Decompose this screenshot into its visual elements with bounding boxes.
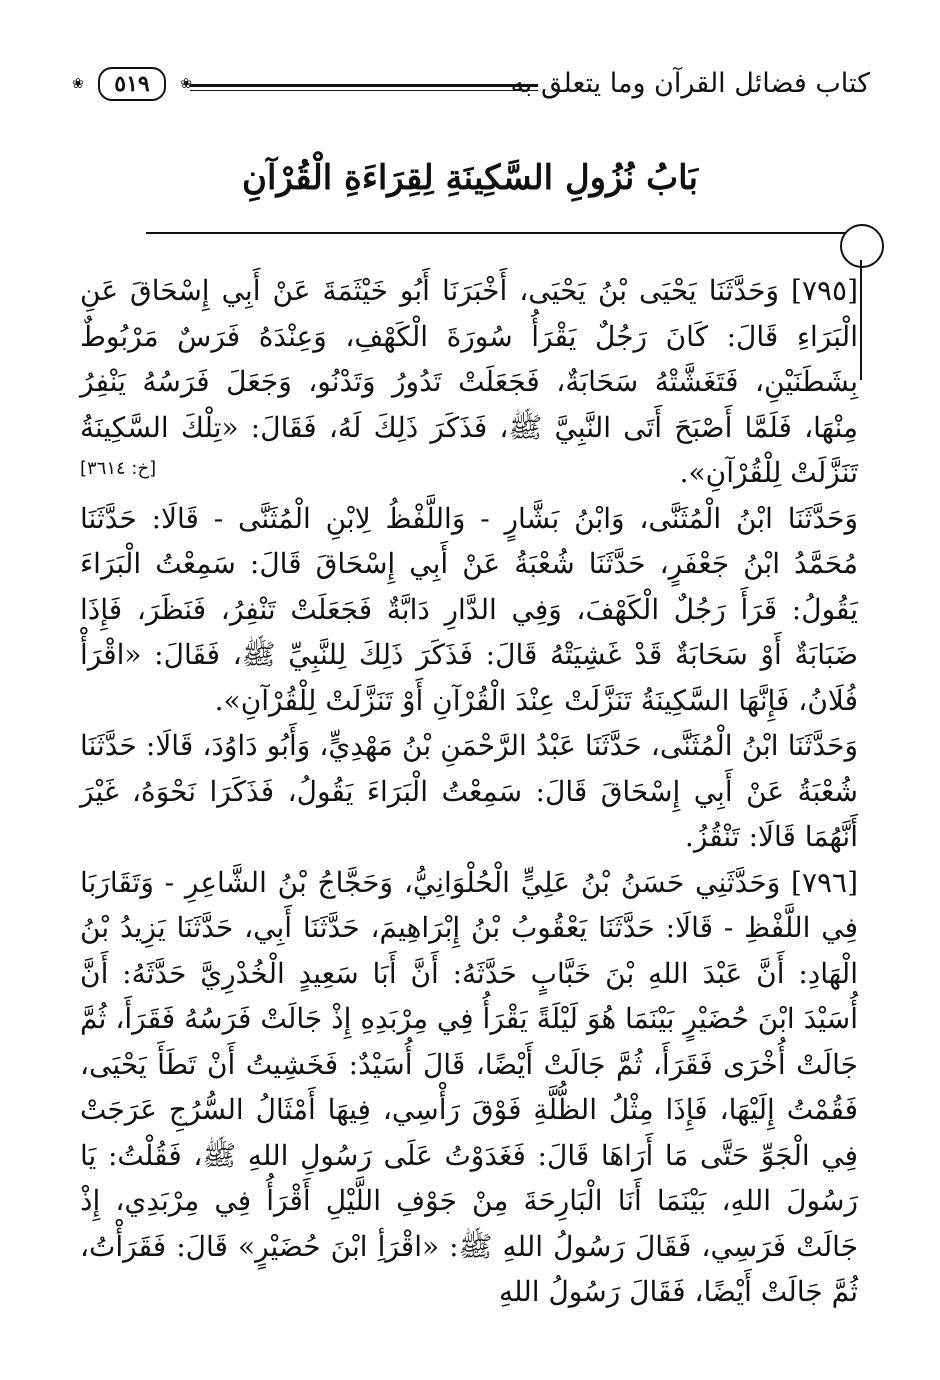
- ornament-icon: ❀: [180, 76, 192, 92]
- page-number: ٥١٩: [98, 67, 165, 101]
- reference-note: [خ: ٣٦١٤]: [80, 457, 157, 479]
- frame-line: [860, 260, 862, 380]
- hadith-795-chain-2: وَحَدَّثَنَا ابْنُ الْمُثَنَّى، وَابْنُ بَشَّارٍ - وَاللَّفْظُ لِابْنِ الْمُثَنَّى - قَالَا: حَدَّثَنَا مُحَمَّدُ ابْنُ جَعْفَرٍ، حَدَّثَنَا شُعْبَةُ عَنْ أَبِي إِسْحَاقَ قَالَ: سَمِعْتُ الْبَرَاءَ يَقُولُ: قَرَأَ رَجُلٌ الْكَهْفَ، وَفِي الدَّارِ دَابَّةٌ فَجَعَلَتْ تَنْفِرُ، فَنَظَرَ، فَإِذَا ضَبَابَةٌ أَوْ سَحَابَةٌ قَدْ غَشِيَتْهُ قَالَ: فَذَكَرَ ذَلِكَ لِلنَّبِيِّ ﷺ، فَقَالَ: «اقْرَأْ فُلَانُ، فَإِنَّهَا السَّكِينَةُ تَنَزَّلَتْ عِنْدَ الْقُرْآنِ أَوْ تَنَزَّلَتْ لِلْقُرْآنِ».: [80, 501, 858, 717]
- header-rule: [190, 84, 538, 91]
- chapter-title: بَابُ نُزُولِ السَّكِينَةِ لِقِرَاءَةِ الْقُرْآنِ: [242, 158, 698, 198]
- running-title: كتاب فضائل القرآن وما يتعلق به: [510, 68, 870, 99]
- hadith-796: [٧٩٦] وَحَدَّثَنِي حَسَنُ بْنُ عَلِيٍّ الْحُلْوَانِيُّ، وَحَجَّاجُ بْنُ الشَّاعِرِ - وَتَقَارَبَا فِي اللَّفْظِ - قَالَا: حَدَّثَنَا يَعْقُوبُ بْنُ إِبْرَاهِيمَ، حَدَّثَنَا أَبِي، حَدَّثَنَا يَزِيدُ بْنُ الْهَادِ: أَنَّ عَبْدَ اللهِ بْنَ خَبَّابٍ حَدَّثَهُ: أَنَّ أَبَا سَعِيدٍ الْخُدْرِيَّ حَدَّثَهُ: أَنَّ أُسَيْدَ ابْنَ حُضَيْرٍ بَيْنَمَا هُوَ لَيْلَةً يَقْرَأُ فِي مِرْبَدِهِ إِذْ جَالَتْ فَرَسُهُ فَقَرَأَ، ثُمَّ جَالَتْ أُخْرَى فَقَرَأَ، ثُمَّ جَالَتْ أَيْضًا، قَالَ أُسَيْدٌ: فَخَشِيتُ أَنْ تَطَأَ يَحْيَى، فَقُمْتُ إِلَيْهَا، فَإِذَا مِثْلُ الظُّلَّةِ فَوْقَ رَأْسِي، فِيهَا أَمْثَالُ السُّرُجِ عَرَجَتْ فِي الْجَوِّ حَتَّى مَا أَرَاهَا قَالَ: فَغَدَوْتُ عَلَى رَسُولِ اللهِ ﷺ، فَقُلْتُ: يَا رَسُولَ اللهِ، بَيْنَمَا أَنَا الْبَارِحَةَ مِنْ جَوْفِ اللَّيْلِ أَقْرَأُ فِي مِرْبَدِي، إِذْ جَالَتْ فَرَسِي، فَقَالَ رَسُولُ اللهِ ﷺ: «اقْرَأِ ابْنَ حُضَيْرٍ» قَالَ: فَقَرَأْتُ، ثُمَّ جَالَتْ أَيْضًا، فَقَالَ رَسُولُ اللهِ: [80, 865, 858, 1308]
- body-text: [80, 268, 858, 1315]
- hadith-795-chain-3: وَحَدَّثَنَا ابْنُ الْمُثَنَّى، حَدَّثَنَا عَبْدُ الرَّحْمَنِ بْنُ مَهْدِيٍّ، وَأَبُو دَاوُدَ، قَالَا: حَدَّثَنَا شُعْبَةُ عَنْ أَبِي إِسْحَاقَ قَالَ: سَمِعْتُ الْبَرَاءَ يَقُولُ، فَذَكَرَا نَحْوَهُ، غَيْرَ أَنَّهُمَا قَالَا: تَنْقُزُ.: [80, 729, 858, 853]
- page-number-badge: [70, 62, 194, 106]
- corner-ornament-icon: [840, 224, 884, 268]
- hadith-795: [٧٩٥] وَحَدَّثَنَا يَحْيَى بْنُ يَحْيَى، أَخْبَرَنَا أَبُو خَيْثَمَةَ عَنْ أَبِي إِسْحَاقَ عَنِ الْبَرَاءِ قَالَ: كَانَ رَجُلٌ يَقْرَأُ سُورَةَ الْكَهْفِ، وَعِنْدَهُ فَرَسٌ مَرْبُوطٌ بِشَطَنَيْنِ، فَتَغَشَّتْهُ سَحَابَةٌ، فَجَعَلَتْ تَدُورُ وَتَدْنُو، وَجَعَلَ فَرَسُهُ يَنْفِرُ مِنْهَا، فَلَمَّا أَصْبَحَ أَتَى النَّبِيَّ ﷺ، فَذَكَرَ ذَلِكَ لَهُ، فَقَالَ: «تِلْكَ السَّكِينَةُ تَنَزَّلَتْ لِلْقُرْآنِ».: [80, 274, 859, 489]
- ornament-icon: ❀: [72, 76, 84, 92]
- page-header: [70, 62, 870, 114]
